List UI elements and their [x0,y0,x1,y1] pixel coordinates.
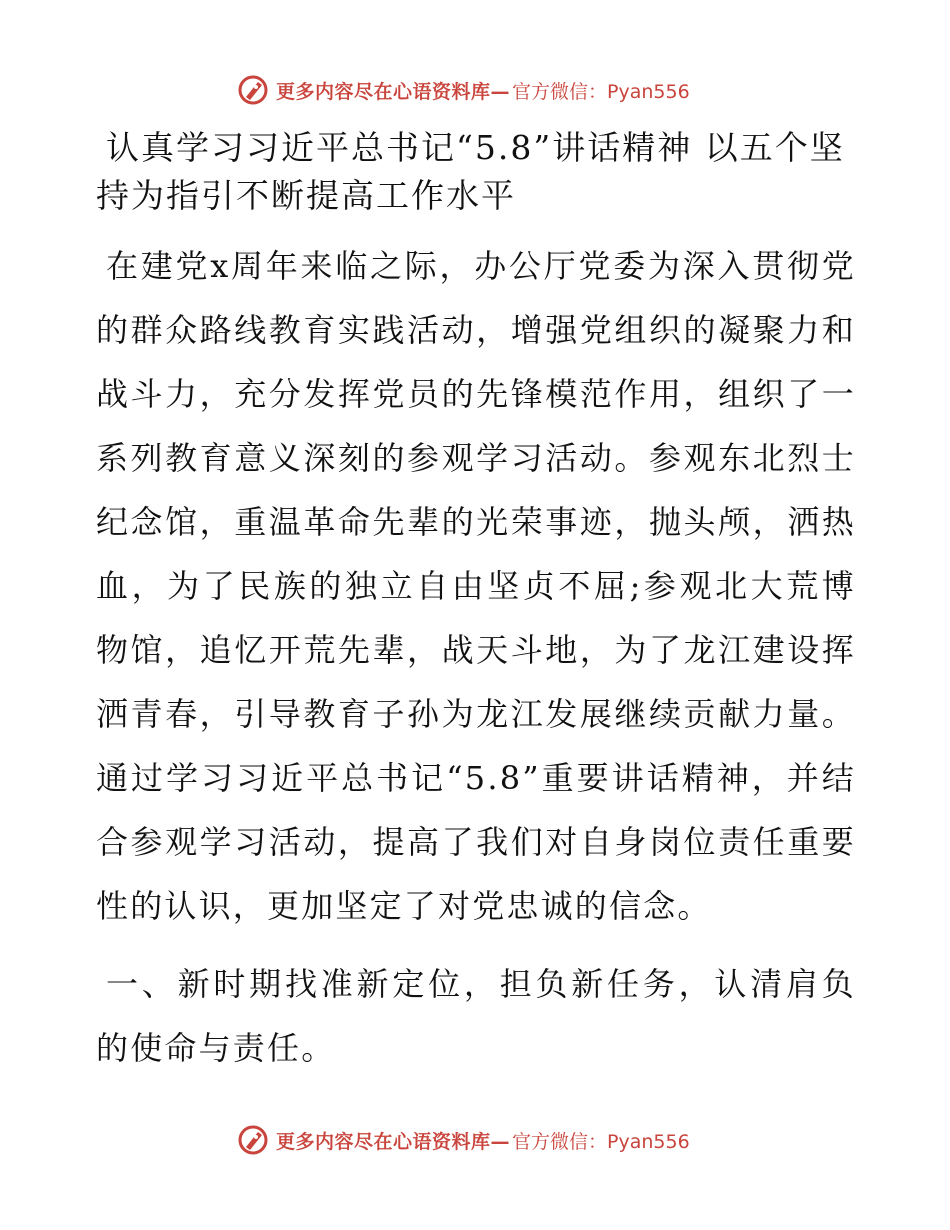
watermark-wechat: 官方微信：Pyan556 [512,80,690,103]
watermark-text: 更多内容尽在心语资料库— [276,80,511,103]
document-title: 认真学习习近平总书记“5.8”讲话精神 以五个坚持为指引不断提高工作水平 [96,128,845,215]
pen-nib-circle-logo-icon [236,73,270,107]
watermark-text: 更多内容尽在心语资料库— [276,1130,511,1153]
paragraph-section-one-heading: 一、新时期找准新定位，担负新任务，认清肩负的使命与责任。 [96,965,856,1067]
header-watermark [236,73,690,107]
document-body [96,124,856,1094]
watermark-wechat: 官方微信：Pyan556 [512,1130,690,1153]
footer-watermark [236,1123,690,1157]
paragraph-intro: 在建党x周年来临之际，办公厅党委为深入贯彻党的群众路线教育实践活动，增强党组织的凝聚力和战斗力，充分发挥党员的先锋模范作用，组织了一系列教育意义深刻的参观学习活动。参观东北烈士纪念馆，重温革命先辈的光荣事迹，抛头颅，洒热血，为了民族的独立自由坚贞不屈;参观北大荒博物馆，追忆开荒先辈，战天斗地，为了龙江建设挥洒青春，引导教育子孙为龙江发展继续贡献力量。通过学习习近平总书记“5.8”重要讲话精神，并结合参观学习活动，提高了我们对自身岗位责任重要性的认识，更加坚定了对党忠诚的信念。 [96,247,856,925]
pen-nib-circle-logo-icon [236,1123,270,1157]
